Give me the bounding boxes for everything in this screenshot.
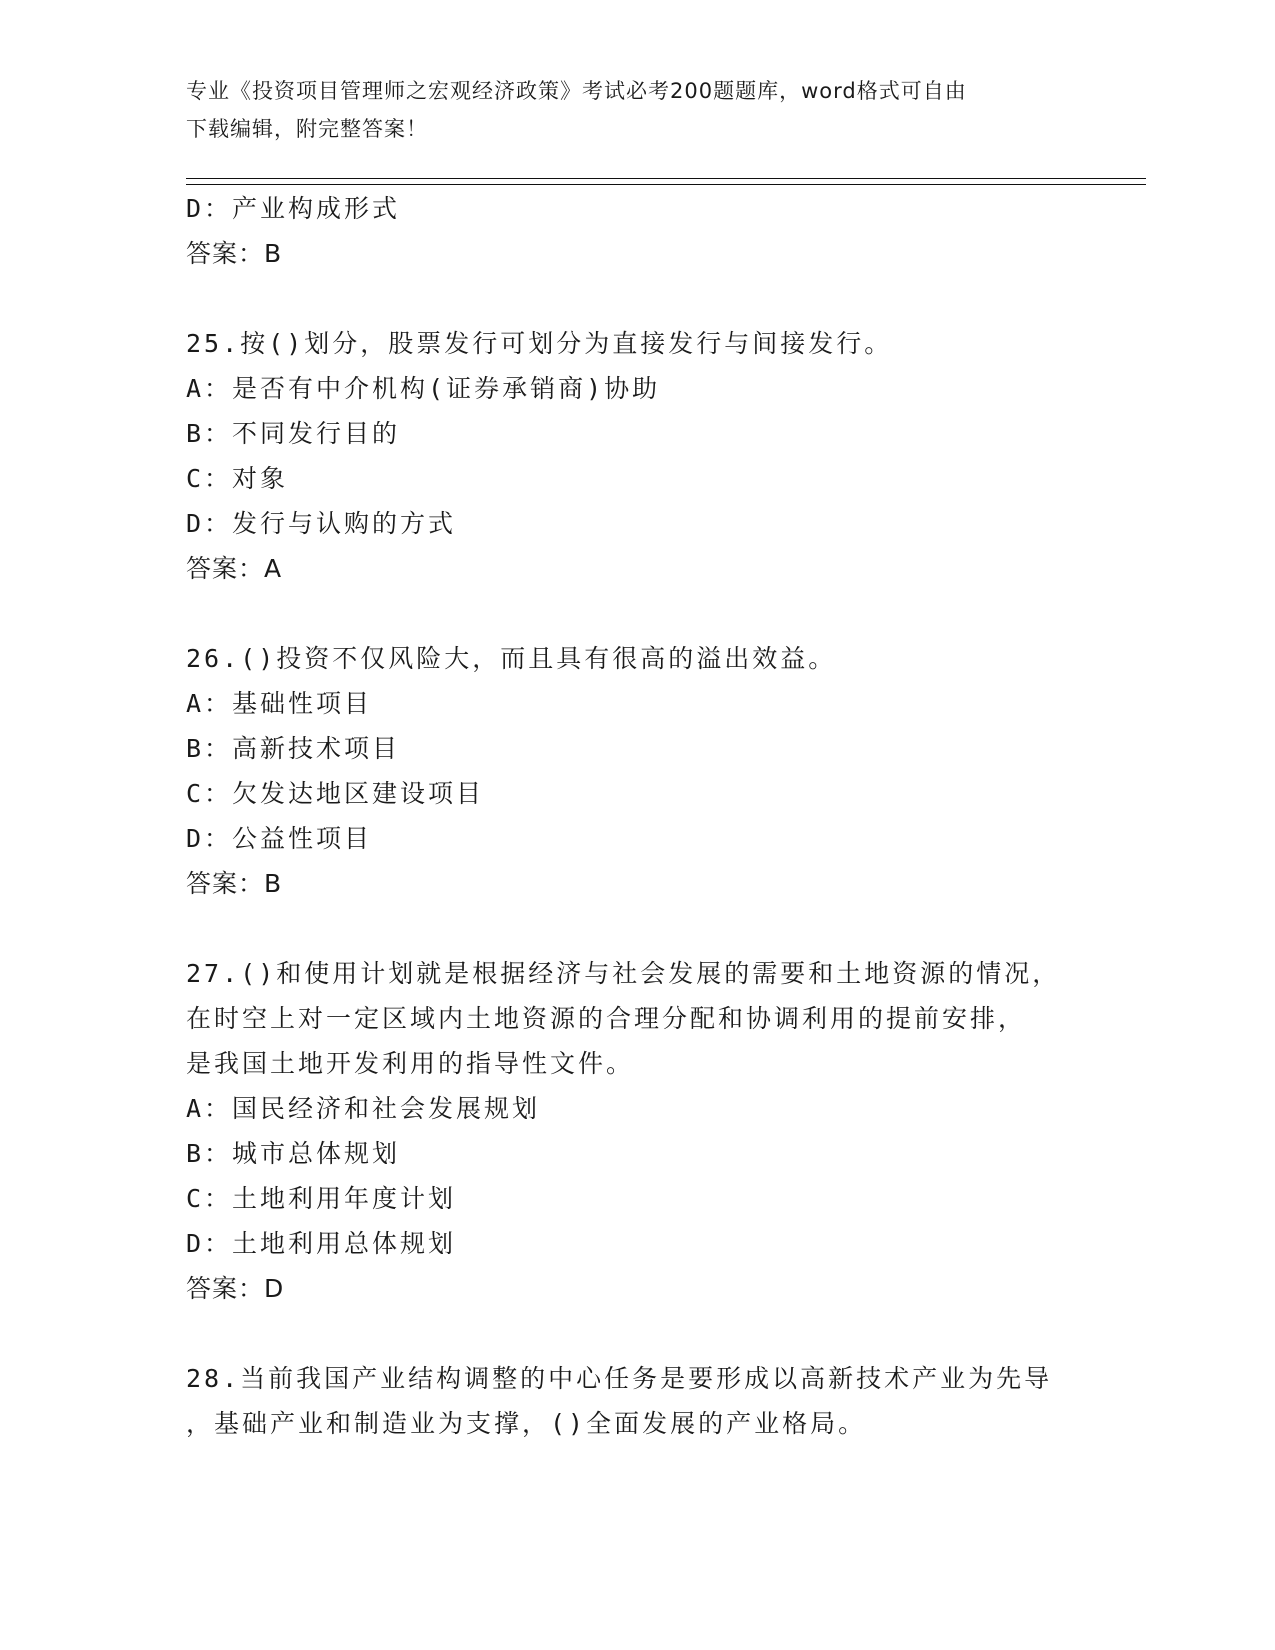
option-b: B：高新技术项目 [186, 734, 401, 763]
option-a: A：基础性项目 [186, 689, 373, 718]
question-stem-line-1: 27.()和使用计划就是根据经济与社会发展的需要和土地资源的情况， [186, 959, 1061, 988]
option-a: A：国民经济和社会发展规划 [186, 1094, 541, 1123]
previous-question-tail [186, 186, 1086, 276]
header-rule-top [186, 178, 1146, 179]
question-26 [186, 636, 1086, 906]
option-c: C：对象 [186, 464, 289, 493]
option-c: C：土地利用年度计划 [186, 1184, 457, 1213]
option-b: B：不同发行目的 [186, 419, 401, 448]
option-a: A：是否有中介机构(证券承销商)协助 [186, 374, 661, 403]
header-title-line-1: 专业《投资项目管理师之宏观经济政策》考试必考200题题库，word格式可自由 [186, 79, 967, 103]
header-rule-bottom [186, 184, 1146, 185]
answer-line: 答案：D [186, 1274, 285, 1303]
option-d: D：土地利用总体规划 [186, 1229, 457, 1258]
question-stem-line-1: 28.当前我国产业结构调整的中心任务是要形成以高新技术产业为先导 [186, 1364, 1053, 1393]
question-stem: 26.()投资不仅风险大，而且具有很高的溢出效益。 [186, 644, 837, 673]
question-28 [186, 1356, 1086, 1446]
question-stem-line-2: ，基础产业和制造业为支撑，()全面发展的产业格局。 [186, 1409, 867, 1438]
question-list [186, 186, 1086, 1446]
option-d: D：发行与认购的方式 [186, 509, 457, 538]
answer-line: 答案：B [186, 239, 283, 268]
option-c: C：欠发达地区建设项目 [186, 779, 485, 808]
answer-line: 答案：B [186, 869, 283, 898]
question-stem-line-2: 在时空上对一定区域内土地资源的合理分配和协调利用的提前安排， [186, 1004, 1027, 1033]
option-b: B：城市总体规划 [186, 1139, 401, 1168]
document-header [186, 72, 1066, 148]
answer-line: 答案：A [186, 554, 283, 583]
option-d: D：产业构成形式 [186, 194, 401, 223]
question-25 [186, 321, 1086, 591]
header-title-line-2: 下载编辑，附完整答案！ [186, 117, 428, 141]
option-d: D：公益性项目 [186, 824, 373, 853]
question-27 [186, 951, 1086, 1311]
question-stem: 25.按()划分，股票发行可划分为直接发行与间接发行。 [186, 329, 893, 358]
question-stem-line-3: 是我国土地开发利用的指导性文件。 [186, 1049, 635, 1078]
